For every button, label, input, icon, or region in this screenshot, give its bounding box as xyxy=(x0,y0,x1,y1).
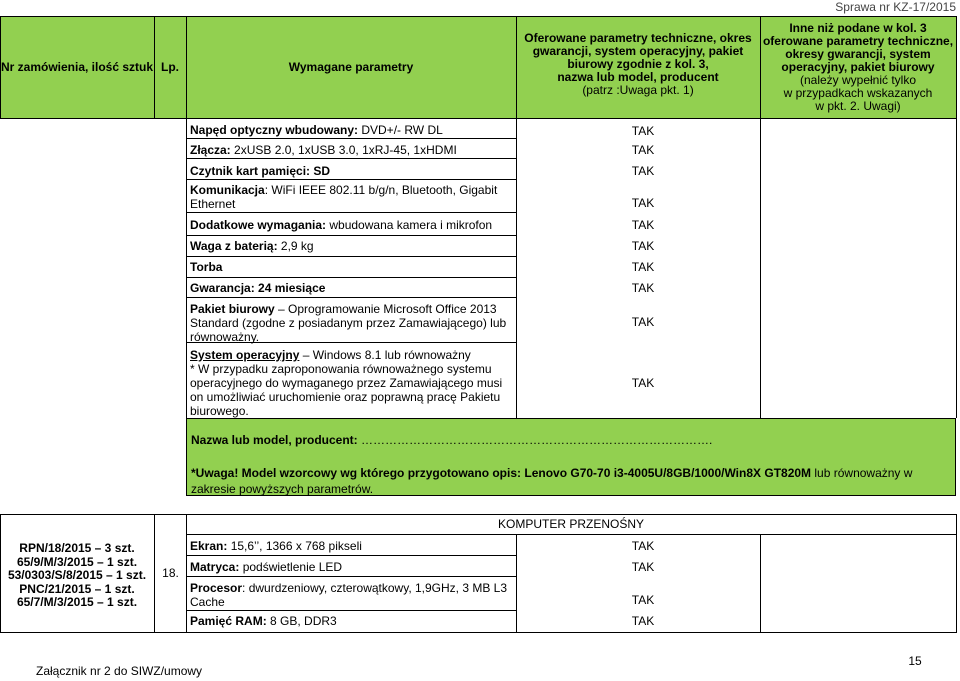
lp-number: 18. xyxy=(162,566,179,580)
row-label: Gwarancja: 24 miesiące xyxy=(190,281,326,295)
col-line-1 xyxy=(0,16,1,119)
table2-title-sep xyxy=(186,534,956,535)
row-sep xyxy=(186,179,516,180)
row-sep xyxy=(186,277,516,278)
row-screen xyxy=(190,539,510,553)
row-label: Ekran: xyxy=(190,539,228,553)
header-offered-line-3: biurowy zgodnie z kol. 3, xyxy=(567,57,709,71)
row-office-suite xyxy=(190,302,510,344)
row-label: Komunikacja xyxy=(190,183,265,197)
row-sep xyxy=(186,555,516,556)
row-value: 8 GB, DDR3 xyxy=(266,614,337,628)
row-label: Czytnik kart pamięci: SD xyxy=(190,164,331,178)
table2-col-4 xyxy=(516,534,517,633)
row-label: Torba xyxy=(190,260,223,274)
row-matrix xyxy=(190,560,510,574)
tak-value: TAK xyxy=(631,315,655,329)
row-optical-drive xyxy=(190,123,510,137)
header-other-line-1: oferowane parametry techniczne, xyxy=(762,34,954,48)
header-other-title: Inne niż podane w kol. 3 xyxy=(789,21,927,35)
row-sep xyxy=(186,297,516,298)
row-value: podświetlenie LED xyxy=(239,560,343,574)
row-label: Matryca: xyxy=(190,560,240,574)
row-value: : dwurdzeniowy, czterowątkowy, 1,9GHz, 3 MB L3 Cache xyxy=(190,581,508,609)
row-operating-system xyxy=(190,348,510,418)
tak-value: TAK xyxy=(631,239,655,253)
note-rest: lub równoważny w zakresie powyższych parametrów. xyxy=(191,466,913,496)
header-other-params xyxy=(760,16,956,118)
row-ram xyxy=(190,614,510,628)
order-item: 65/7/M/3/2015 – 1 szt. xyxy=(16,595,138,609)
header-bottom-border xyxy=(0,118,956,119)
tak-value: TAK xyxy=(631,124,655,138)
note-text: Model wzorcowy wg którego przygotowano opis: xyxy=(238,466,525,480)
row-label: Pamięć RAM: xyxy=(190,614,267,628)
page-number: 15 xyxy=(908,654,922,668)
row-value: wbudowana kamera i mikrofon xyxy=(326,218,493,232)
section-title: KOMPUTER PRZENOŚNY xyxy=(497,517,644,531)
table2-col-3 xyxy=(186,514,187,633)
footer-attachment: Załącznik nr 2 do SIWZ/umowy xyxy=(36,664,203,678)
tak-value: TAK xyxy=(631,614,655,628)
order-item: RPN/18/2015 – 3 szt. xyxy=(19,541,135,555)
header-lp: Lp. xyxy=(154,16,186,118)
tak-value: TAK xyxy=(631,539,655,553)
row-label: Złącza: xyxy=(190,143,231,157)
order-item: 65/9/M/3/2015 – 1 szt. xyxy=(16,554,138,569)
header-other-line-5: w przypadkach wskazanych xyxy=(783,86,933,100)
order-list xyxy=(2,542,152,610)
row-extra: * W przypadku zaproponowania równoważnego systemu operacyjnego do wymaganego przez Zamawiającego musi on umożliwiać uruchomienie oraz poprawną pracę Pakietu biurowego. xyxy=(190,362,503,418)
header-offered-line-5: (patrz :Uwaga pkt. 1) xyxy=(582,83,694,97)
row-bag xyxy=(190,260,510,274)
table-border-top xyxy=(0,16,956,17)
row-ports xyxy=(190,143,510,157)
row-processor xyxy=(190,581,510,609)
row-communication xyxy=(190,183,510,211)
col-line-3 xyxy=(186,16,187,418)
tak-value: TAK xyxy=(631,164,655,178)
row-label: Waga z baterią: xyxy=(190,239,278,253)
row-label: Pakiet biurowy xyxy=(190,302,275,316)
table2-col-1 xyxy=(0,514,1,633)
header-other-line-3: operacyjny, pakiet biurowy xyxy=(781,60,935,74)
row-card-reader xyxy=(190,164,510,178)
header-other-line-2: okresy gwarancji, system xyxy=(785,47,931,61)
header-offered-line-4: nazwa lub model, producent xyxy=(557,70,719,84)
row-label: Dodatkowe wymagania: xyxy=(190,218,327,232)
case-reference: Sprawa nr KZ-17/2015 xyxy=(835,0,956,14)
row-sep xyxy=(186,576,516,577)
table2-top xyxy=(0,514,956,515)
row-value: – Windows 8.1 lub równoważny xyxy=(299,348,471,362)
order-item: PNC/21/2015 – 1 szt. xyxy=(19,581,135,596)
header-offered-line-2: gwarancji, system operacyjny, pakiet xyxy=(532,44,744,58)
table2-col-6 xyxy=(956,514,957,633)
col-line-5 xyxy=(760,16,761,418)
tak-value: TAK xyxy=(631,281,655,295)
row-value: 15,6’’, 1366 x 768 pikseli xyxy=(227,539,362,553)
header-order-quantity: Nr zamówienia, ilość sztuk xyxy=(0,16,154,118)
tak-value: TAK xyxy=(631,593,655,607)
header-offered-params xyxy=(516,16,760,118)
col-line-6 xyxy=(956,16,957,418)
tak-value: TAK xyxy=(631,196,655,210)
header-other-line-4: (należy wypełnić tylko xyxy=(799,73,917,87)
row-sep xyxy=(186,256,516,257)
row-weight xyxy=(190,239,510,253)
order-item: 53/0303/S/8/2015 – 1 szt. xyxy=(7,568,147,582)
table2-bottom xyxy=(0,632,956,633)
row-sep xyxy=(186,235,516,236)
model-note xyxy=(191,465,951,497)
tak-value: TAK xyxy=(631,260,655,274)
col-line-4 xyxy=(516,16,517,418)
row-sep xyxy=(186,158,516,159)
tak-value: TAK xyxy=(631,376,655,390)
row-label: Procesor xyxy=(190,581,243,595)
header-other-line-6: w pkt. 2. Uwagi) xyxy=(815,99,901,113)
tak-value: TAK xyxy=(631,218,655,232)
col-line-2 xyxy=(154,16,155,119)
row-label: System operacyjny xyxy=(190,348,300,362)
row-sep xyxy=(186,610,516,611)
row-label: Napęd optyczny wbudowany: xyxy=(190,123,359,137)
note-model: Lenovo G70-70 i3-4005U/8GB/1000/Win8X GT820M xyxy=(524,466,812,480)
producer-label: Nazwa lub model, producent: xyxy=(191,433,358,447)
tak-value: TAK xyxy=(631,143,655,157)
row-sep xyxy=(186,138,516,139)
row-additional xyxy=(190,218,510,232)
header-required-params: Wymagane parametry xyxy=(186,16,516,118)
header-offered-line-1: Oferowane parametry techniczne, okres xyxy=(524,31,752,45)
note-label: *Uwaga! xyxy=(191,466,239,480)
row-value: – Oprogramowanie Microsoft Office 2013 Standard (zgodne z posiadanym przez Zamawiającego) lub równoważny. xyxy=(190,302,507,344)
row-sep xyxy=(186,212,516,213)
producer-note-box xyxy=(186,418,956,496)
tak-value: TAK xyxy=(631,560,655,574)
row-value: DVD+/- RW DL xyxy=(358,123,443,137)
row-value: 2xUSB 2.0, 1xUSB 3.0, 1xRJ-45, 1xHDMI xyxy=(230,143,457,157)
row-value: 2,9 kg xyxy=(277,239,314,253)
producer-line xyxy=(191,433,951,447)
producer-dots: ……………………………………………………………………………. xyxy=(357,433,713,447)
table2-col-5 xyxy=(760,534,761,633)
row-value: : WiFi IEEE 802.11 b/g/n, Bluetooth, Gigabit Ethernet xyxy=(190,183,498,211)
row-warranty xyxy=(190,281,510,295)
